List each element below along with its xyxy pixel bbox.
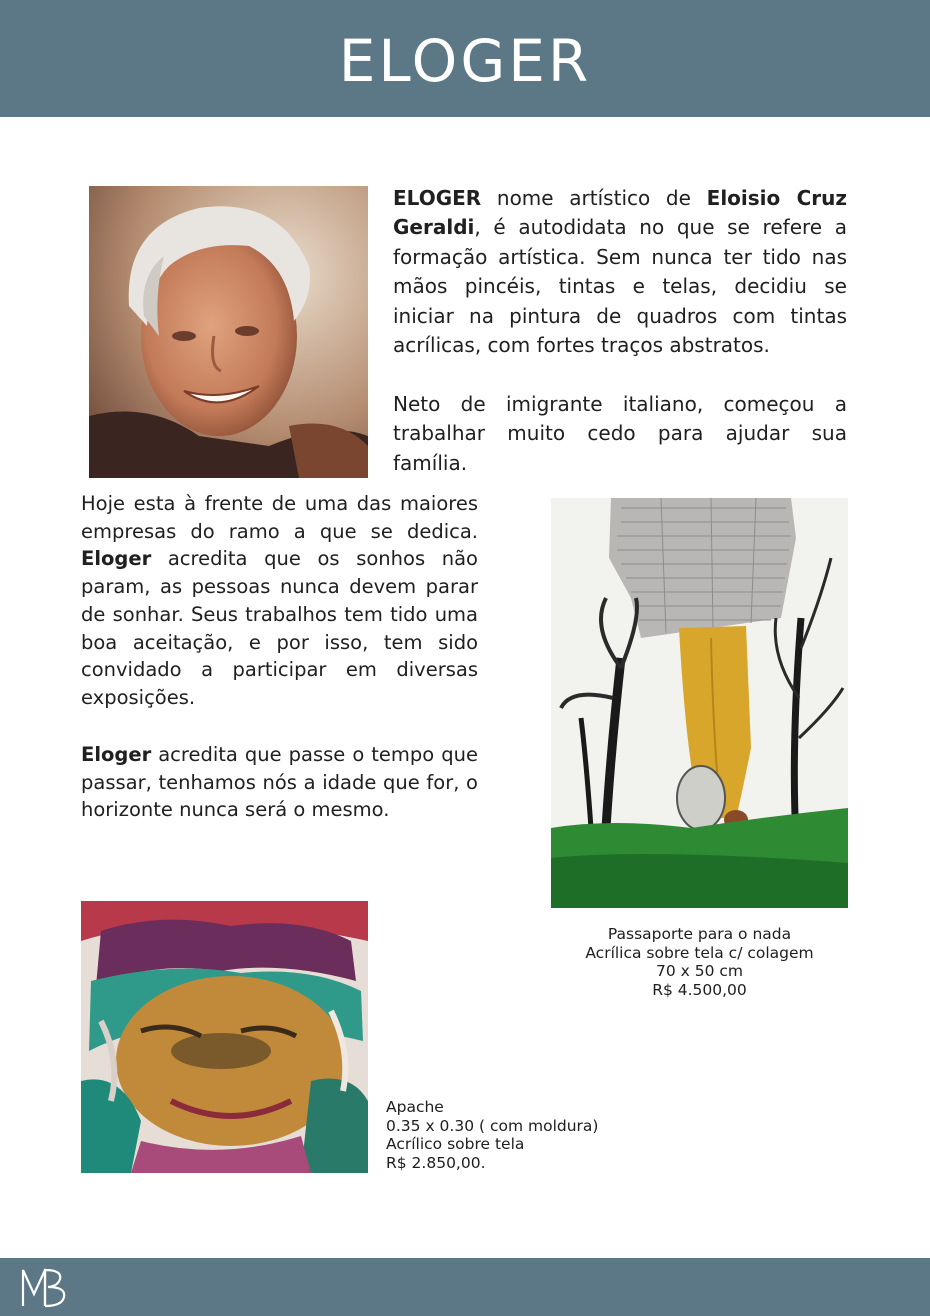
artwork-apache-caption (386, 1098, 646, 1172)
artwork-dimensions: 0.35 x 0.30 ( com moldura) (386, 1116, 599, 1135)
artwork-technique: Acrílico sobre tela (386, 1135, 525, 1154)
artwork-title: Apache (386, 1098, 444, 1116)
full-name: Eloisio Cruz Geraldi (393, 186, 848, 240)
artist-portrait (89, 186, 368, 478)
page-title: ELOGER (338, 27, 592, 95)
bio-belief-paragraph: Eloger acredita que passe o tempo que passar, tenhamos nós a idade que for, o horizonte nunca será o mesmo. (81, 743, 478, 822)
artwork-price: R$ 2.850,00. (386, 1153, 486, 1172)
artwork-technique: Acrílica sobre tela c/ colagem (585, 943, 814, 962)
bio-intro-paragraph: ELOGER nome artístico de Eloisio Cruz Geraldi, é autodidata no que se refere a formação artística. Sem nunca ter tido nas mãos pincéis, tintas e telas, decidiu se iniciar na pintura de quadros com tintas acrílicas, com fortes traços abstratos. (393, 186, 848, 358)
bio-family-paragraph: Neto de imigrante italiano, começou a trabalhar muito cedo para ajudar sua família. (393, 392, 847, 475)
artwork-price: R$ 4.500,00 (652, 980, 747, 999)
artwork-passaporte-caption (551, 925, 848, 999)
artwork-title: Passaporte para o nada (607, 925, 792, 943)
header-band (0, 0, 930, 117)
mb-logo (20, 1266, 72, 1312)
artwork-passaporte-image (551, 498, 848, 908)
artist-name-bold: Eloger (81, 547, 152, 571)
artwork-apache-image (81, 901, 368, 1173)
artistic-name: ELOGER (393, 186, 482, 210)
artist-name-bold: Eloger (81, 743, 152, 766)
footer-band (0, 1258, 930, 1316)
bio-career-paragraph: Hoje esta à frente de uma das maiores empresas do ramo a que se dedica. Eloger acredita que os sonhos não param, as pessoas nunca devem parar de sonhar. Seus trabalhos tem tido uma boa aceitação, e por isso, tem sido convidado a participar em diversas exposições. (81, 492, 478, 709)
artwork-dimensions: 70 x 50 cm (655, 962, 744, 981)
